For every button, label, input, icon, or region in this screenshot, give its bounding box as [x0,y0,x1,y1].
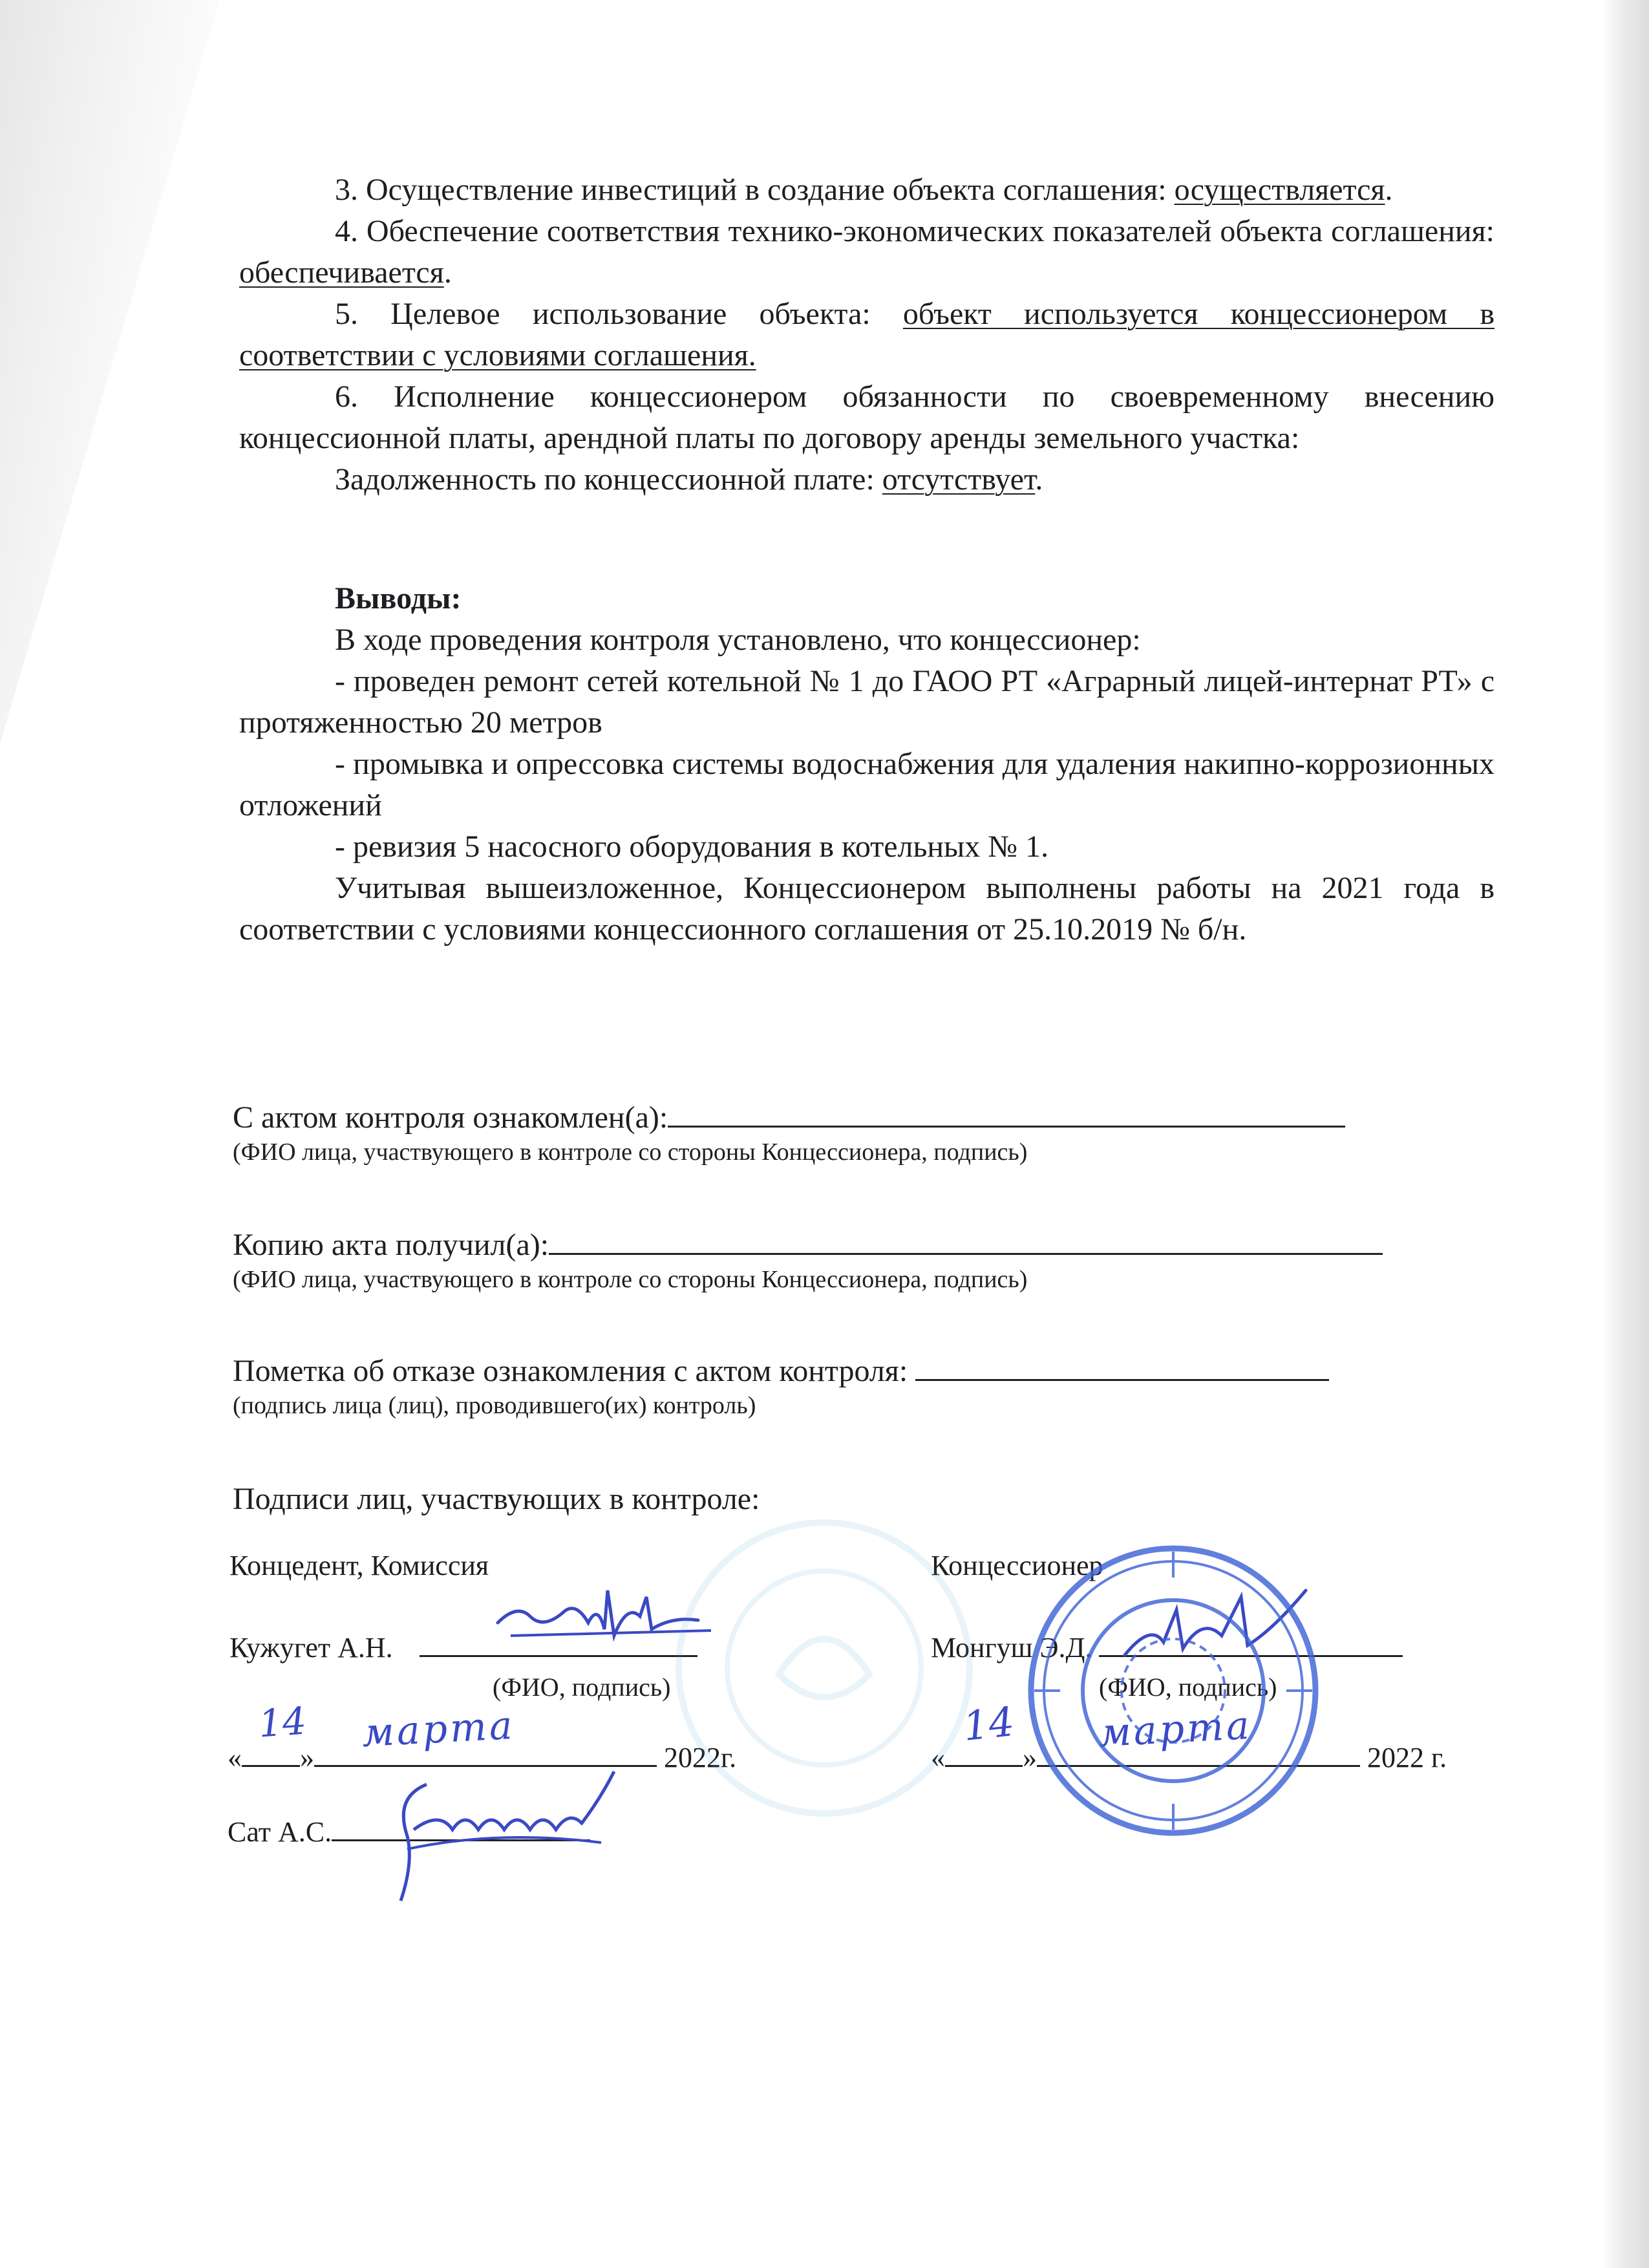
scan-shadow [0,0,233,776]
item-3 [239,169,1495,211]
grantor-name-2: Сат А.С. [228,1816,332,1848]
conclusions-summary: Учитывая вышеизложенное, Концессионером выполнены работы на 2021 года в соответствии с условиями концессионного соглашения от 25.10.2019 № б/н. [239,871,1495,947]
conclusion-point: - промывка и опрессовка системы водоснабжения для удаления накипно-коррозионных отложений [239,747,1495,822]
grantor-handwritten-day: 14 [257,1698,308,1746]
document-body [239,169,1495,950]
copy-received-block [233,1226,1500,1295]
signatures-heading-block [233,1481,1500,1518]
item-5 [239,294,1495,376]
round-seal-stamp [1021,1539,1325,1843]
scan-edge [1602,0,1649,2268]
grantor-date-close: » [300,1742,314,1773]
refusal-blank[interactable] [915,1353,1329,1381]
refusal-label: Пометка об отказе ознакомления с актом контроля: [233,1354,908,1388]
faint-stamp [669,1513,979,1823]
debt-line [239,459,1495,500]
conclusion-point: - проведен ремонт сетей котельной № 1 до ГАОО РТ «Аграрный лицей-интернат РТ» с протяженностью 20 метров [239,664,1495,740]
conclusions-intro: В ходе проведения контроля установлено, что концессионер: [335,623,1141,657]
grantor-title: Концедент, Комиссия [229,1550,489,1581]
item-5-lead: 5. Целевое использование объекта: [335,297,903,331]
item-3-value: осуществляется [1174,173,1385,207]
refusal-block [233,1353,1500,1421]
concessionaire-date-open: « [931,1742,945,1773]
copy-received-caption: (ФИО лица, участвующего в контроле со стороны Концессионера, подпись) [233,1266,1028,1293]
conclusions-heading: Выводы: [335,581,462,615]
refusal-caption: (подпись лица (лиц), проводившего(их) контроль) [233,1392,756,1419]
debt-tail: . [1035,462,1043,497]
concessionaire-date-close: » [1023,1742,1037,1773]
item-4-tail: . [443,255,452,290]
grantor-caption-text: (ФИО, подпись) [493,1673,671,1702]
item-3-lead: 3. Осуществление инвестиций в создание объекта соглашения: [335,173,1175,207]
concessionaire-handwritten-month: марта [1098,1702,1253,1757]
acknowledgement-label: С актом контроля ознакомлен(а): [233,1100,668,1135]
acknowledgement-blank[interactable] [668,1100,1345,1128]
item-3-tail: . [1385,173,1393,207]
item-4-lead: 4. Обеспечение соответствия технико-экономических показателей объекта соглашения: [335,214,1495,248]
conclusion-point: - ревизия 5 насосного оборудования в котельных № 1. [335,829,1049,864]
grantor-caption [493,1669,670,1704]
concessionaire-caption-text: (ФИО, подпись) [1099,1673,1277,1702]
concessionaire-title: Концессионер [931,1550,1103,1581]
grantor-handwritten-month: марта [361,1702,516,1757]
copy-received-label: Копию акта получил(а): [233,1228,549,1262]
concessionaire-handwritten-day: 14 [961,1698,1017,1750]
concessionaire-name: Монгуш Э.Д. [931,1632,1092,1664]
item-6-lead: 6. Исполнение концессионером обязанности по своевременному внесению концессионной платы, арендной платы по договору аренды земельного участка: [239,380,1495,455]
signatures-heading: Подписи лиц, участвующих в контроле: [233,1482,760,1516]
item-6 [239,376,1495,459]
item-4-value: обеспечивается [239,255,444,290]
item-5-value: объект используется концессионером в соответствии с условиями соглашения. [239,297,1495,372]
concessionaire-date-year: 2022 г. [1367,1742,1447,1773]
debt-lead: Задолженность по концессионной плате: [335,462,882,497]
item-4 [239,211,1495,294]
grantor-date-year: 2022г. [664,1742,737,1773]
debt-value: отсутствует [882,462,1036,497]
copy-received-blank[interactable] [549,1227,1383,1255]
grantor-date-open: « [228,1742,242,1773]
grantor-signature-2 [368,1759,627,1914]
grantor-name-1: Кужугет А.Н. [229,1632,393,1664]
acknowledgement-block [233,1099,1500,1168]
acknowledgement-caption: (ФИО лица, участвующего в контроле со стороны Концессионера, подпись) [233,1139,1028,1166]
